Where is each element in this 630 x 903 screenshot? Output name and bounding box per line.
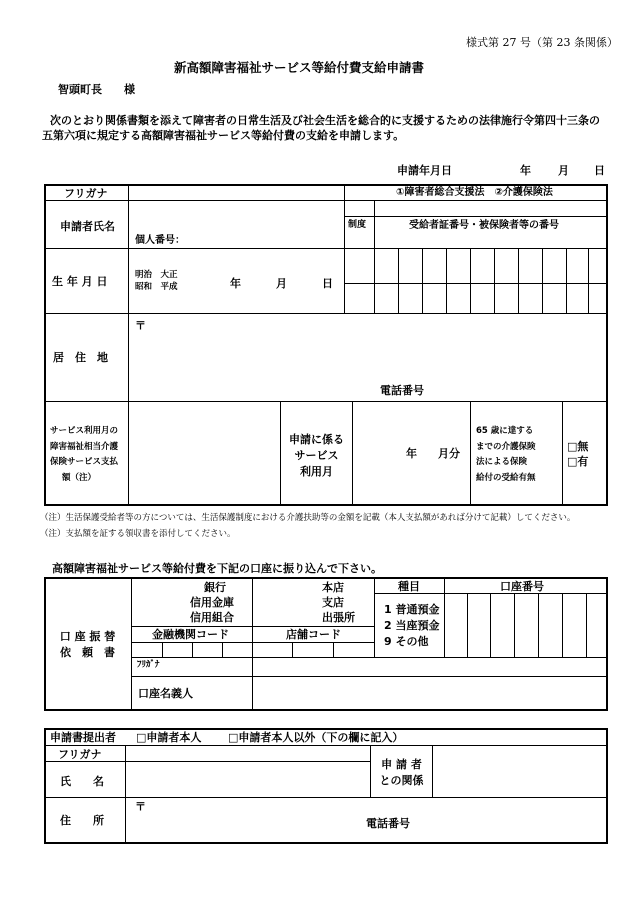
- submitter-postal-mark: 〒: [135, 800, 146, 813]
- birth-label: 生 年 月 日: [52, 275, 108, 288]
- submitter-name-label: 氏 名: [60, 775, 104, 788]
- birth-year: 年: [230, 277, 241, 290]
- applicant-name-label: 申請者氏名: [60, 220, 115, 233]
- page-title: 新高額障害福祉サービス等給付費支給申請書: [174, 60, 425, 75]
- submitter-label: 申請書提出者: [50, 731, 116, 744]
- date-month: 月: [558, 164, 569, 177]
- note-2: （注）支払額を証する領収書を添付してください。: [40, 529, 236, 539]
- service-year: 年: [406, 447, 417, 460]
- option-no[interactable]: □無: [567, 440, 589, 453]
- addressee: 智頭町長 様: [58, 83, 135, 96]
- note-1: （注）生活保護受給者等の方については、生活保護制度における介護扶助等の金額を記載（本人支払額があれば分けて記載）してください。: [40, 513, 576, 523]
- service-payment-label: サービス利用月の 障害福祉相当介護 保険サービス支払 額（注）: [50, 426, 119, 483]
- type-label: 種目: [398, 580, 420, 593]
- branch-types: 本店 支店 出張所: [322, 581, 355, 624]
- apply-month-label: 申請に係る サービス 利用月: [289, 433, 344, 478]
- institution-code-label: 金融機関コード: [152, 628, 229, 641]
- account-types: 1 普通預金 2 当座預金 9 その他: [384, 603, 440, 648]
- submitter-furigana-label: フリガナ: [58, 748, 102, 761]
- date-day: 日: [594, 164, 605, 177]
- date-label: 申請年月日: [397, 164, 452, 177]
- phone-label: 電話番号: [380, 384, 424, 397]
- law-options: ①障害者総合支援法 ②介護保険法: [396, 187, 553, 198]
- bank-types: 銀行 信用金庫 信用組合: [190, 581, 234, 624]
- era-line-1: 明治 大正: [135, 270, 178, 280]
- submitter-phone-label: 電話番号: [366, 817, 410, 830]
- holder-label: 口座名義人: [138, 687, 193, 700]
- submitter-other-option[interactable]: □申請者本人以外（下の欄に記入）: [228, 731, 404, 744]
- form-number: 様式第 27 号（第 23 条関係）: [466, 36, 618, 49]
- relation-label: 申 請 者 との関係: [379, 758, 424, 787]
- system-label: 制度: [348, 220, 367, 230]
- transfer-request-label: 口 座 振 替 依 頼 書: [59, 630, 116, 659]
- era-line-2: 昭和 平成: [135, 282, 178, 292]
- cert-number-label: 受給者証番号・被保険者等の番号: [409, 220, 559, 231]
- personal-number-label: 個人番号：: [135, 235, 185, 246]
- applicant-furigana-label: フリガナ: [64, 187, 108, 200]
- branch-code-label: 店舗コード: [286, 628, 341, 641]
- account-number-label: 口座番号: [500, 580, 544, 593]
- intro-text: 次のとおり関係書類を添えて障害者の日常生活及び社会生活を総合的に支援するための法律施行令第四十三条の五第六項に規定する高額障害福祉サービス等給付費の支給を申請します。: [42, 114, 600, 142]
- age65-label: 65 歳に達する までの介護保険 法による保険 給付の受給有無: [476, 426, 536, 483]
- submitter-address-label: 住 所: [60, 814, 104, 827]
- date-year: 年: [520, 164, 531, 177]
- submitter-self-option[interactable]: □申請者本人: [136, 731, 202, 744]
- option-yes[interactable]: □有: [567, 455, 589, 468]
- service-month: 月分: [438, 447, 460, 460]
- birth-month: 月: [276, 277, 287, 290]
- holder-kana-label: ﾌﾘｶﾞﾅ: [137, 660, 160, 670]
- bank-heading: 高額障害福祉サービス等給付費を下記の口座に振り込んで下さい。: [52, 562, 382, 575]
- postal-mark: 〒: [135, 319, 146, 332]
- address-label: 居 住 地: [53, 351, 108, 364]
- birth-day: 日: [322, 277, 333, 290]
